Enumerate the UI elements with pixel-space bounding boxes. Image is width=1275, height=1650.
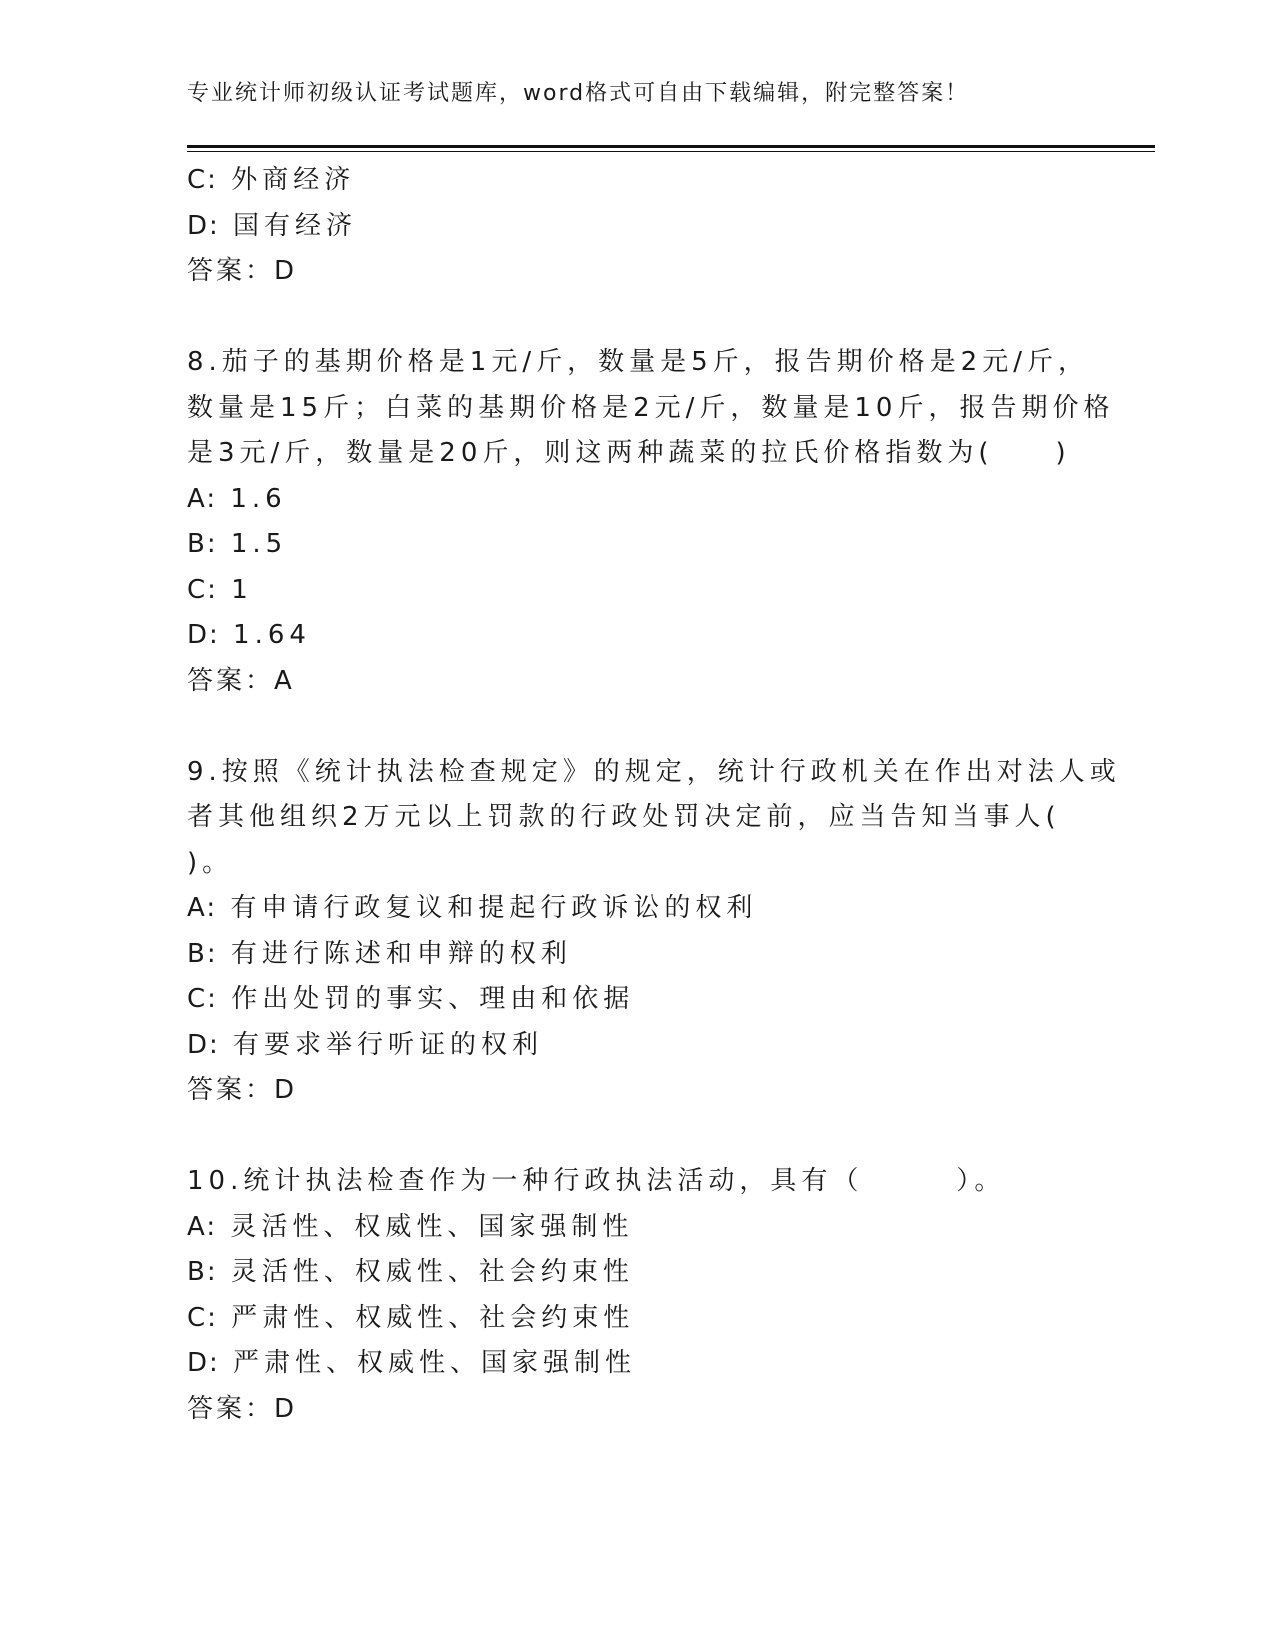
option-label: D: — [187, 620, 220, 650]
option-text: 灵活性、权威性、社会约束性 — [230, 1257, 634, 1287]
option-line — [187, 522, 1087, 568]
option-text: 1.64 — [233, 620, 311, 650]
option-line — [187, 1023, 1087, 1069]
answer-line: 答案：D — [187, 1393, 298, 1424]
header-rule-thick — [187, 145, 1155, 148]
spacer — [187, 1114, 1087, 1160]
header-rule-thin — [187, 151, 1155, 152]
option-text: 外商经济 — [231, 165, 356, 195]
option-label: C: — [187, 1302, 218, 1333]
option-text: 有申请行政复议和提起行政诉讼的权利 — [230, 893, 758, 923]
option-text: 国有经济 — [233, 210, 358, 241]
option-line — [187, 1250, 1087, 1296]
question-9 — [187, 750, 1121, 1114]
option-line — [187, 568, 1087, 614]
option-line — [187, 477, 1087, 523]
option-line — [187, 158, 1087, 204]
option-line — [187, 613, 1087, 659]
option-text: 有要求举行听证的权利 — [233, 1029, 544, 1060]
option-text: 灵活性、权威性、国家强制性 — [230, 1211, 634, 1242]
option-label: D: — [187, 1348, 220, 1378]
option-text: 1.6 — [230, 483, 287, 514]
question-stem-line: 是3元/斤，数量是20斤，则这两种蔬菜的拉氏价格指数为( ) — [187, 438, 1071, 468]
option-label: D: — [187, 1029, 220, 1060]
option-line — [187, 932, 1087, 978]
option-text: 严肃性、权威性、国家强制性 — [233, 1348, 637, 1378]
option-label: B: — [187, 1257, 218, 1287]
question-stem-line: 数量是15斤；白菜的基期价格是2元/斤，数量是10斤，报告期价格 — [187, 392, 1115, 423]
option-label: A: — [187, 1211, 218, 1242]
option-text: 作出处罚的事实、理由和依据 — [231, 984, 635, 1014]
option-label: D: — [187, 210, 220, 241]
option-line — [187, 1205, 1087, 1251]
question-stem-line: )。 — [187, 847, 234, 878]
question-stem-line: 者其他组织2万元以上罚款的行政处罚决定前，应当告知当事人( — [187, 802, 1061, 832]
option-text: 1 — [231, 574, 253, 605]
question-10 — [187, 1159, 1087, 1432]
option-label: B: — [187, 529, 218, 559]
option-line — [187, 886, 1087, 932]
spacer — [187, 704, 1087, 750]
option-line — [187, 204, 1087, 250]
option-label: C: — [187, 574, 218, 605]
page-header: 专业统计师初级认证考试题库，word格式可自由下载编辑，附完整答案！ — [187, 81, 970, 106]
spacer — [187, 295, 1087, 341]
option-label: B: — [187, 938, 218, 969]
option-line — [187, 1296, 1087, 1342]
document-body — [187, 158, 1121, 1432]
question-stem-line: 10.统计执法检查作为一种行政执法活动，具有（ ）。 — [187, 1166, 1006, 1196]
option-text: 1.5 — [230, 529, 288, 559]
option-label: C: — [187, 984, 218, 1014]
option-text: 严肃性、权威性、社会约束性 — [231, 1302, 635, 1333]
option-label: A: — [187, 893, 218, 923]
question-stem-line: 9.按照《统计执法检查规定》的规定，统计行政机关在作出对法人或 — [187, 756, 1121, 787]
option-line — [187, 977, 1087, 1023]
answer-line: 答案：A — [187, 665, 295, 696]
answer-line: 答案：D — [187, 1075, 298, 1105]
question-8 — [187, 340, 1115, 704]
option-text: 有进行陈述和申辩的权利 — [230, 938, 572, 969]
answer-line: 答案：D — [187, 256, 298, 286]
option-line — [187, 1341, 1087, 1387]
prev-question — [187, 158, 1087, 295]
option-label: A: — [187, 483, 218, 514]
option-label: C: — [187, 165, 218, 195]
question-stem-line: 8.茄子的基期价格是1元/斤，数量是5斤，报告期价格是2元/斤， — [187, 347, 1089, 377]
